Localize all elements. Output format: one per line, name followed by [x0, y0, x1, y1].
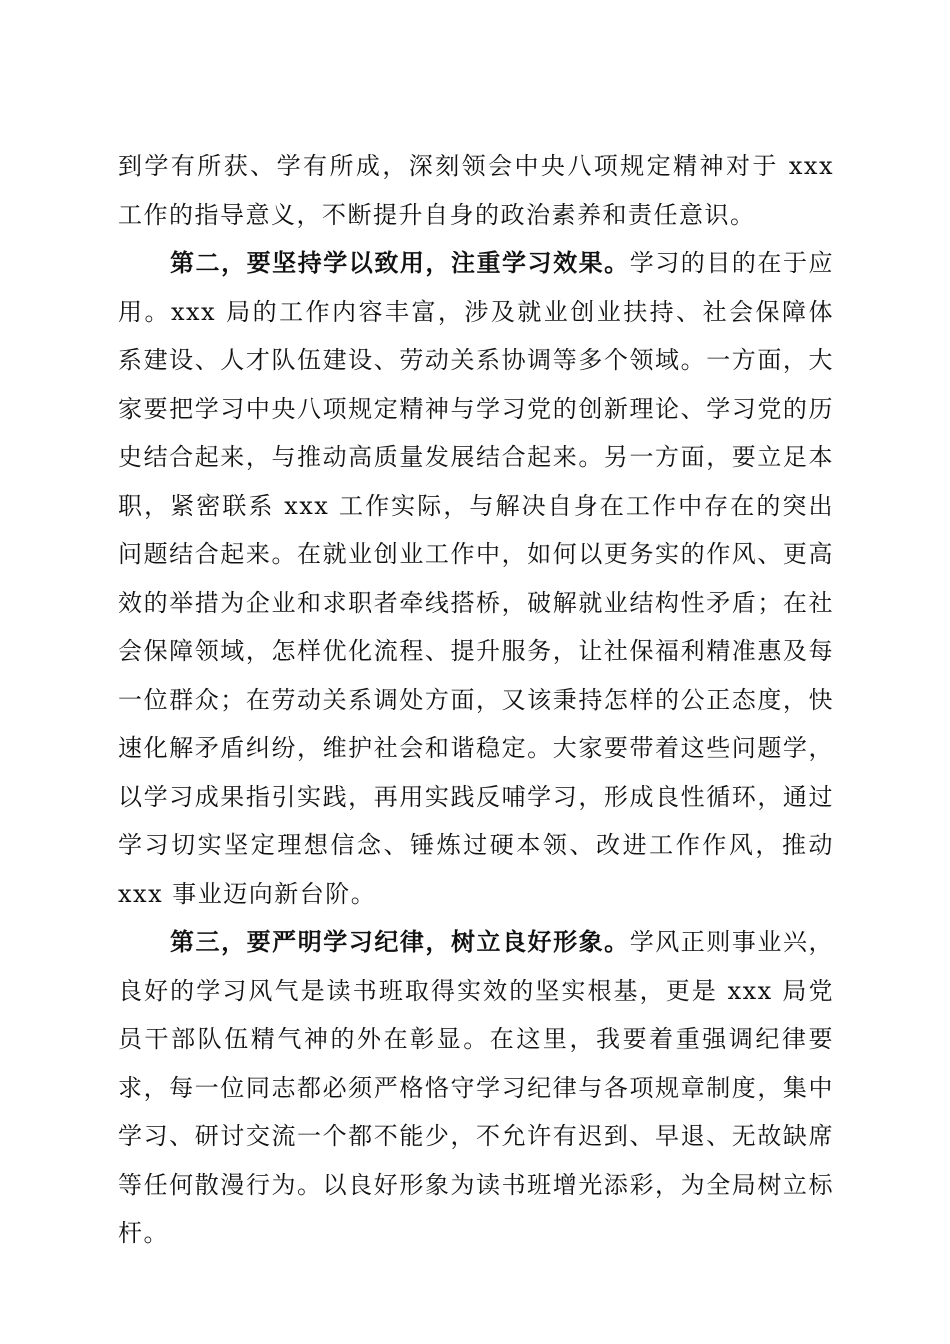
paragraph-body: 到学有所获、学有所成，深刻领会中央八项规定精神对于 xxx 工作的指导意义，不断提升自身的政治素养和责任意识。 — [118, 152, 834, 229]
paragraph-heading: 第二，要坚持学以致用，注重学习效果。 — [170, 248, 630, 277]
paragraph-heading: 第三，要严明学习纪律，树立良好形象。 — [170, 927, 630, 956]
document-body — [118, 142, 834, 1258]
paragraph-second-point — [118, 239, 834, 918]
paragraph-body: 学风正则事业兴，良好的学习风气是读书班取得实效的坚实根基，更是 xxx 局党员干部队伍精气神的外在彰显。在这里，我要着重强调纪律要求，每一位同志都必须严格恪守学习纪律与各项规章制度，集中学习、研讨交流一个都不能少，不允许有迟到、早退、无故缺席等任何散漫行为。以良好形象为读书班增光添彩，为全局树立标杆。 — [118, 928, 834, 1247]
paragraph-body: 学习的目的在于应用。xxx 局的工作内容丰富，涉及就业创业扶持、社会保障体系建设、人才队伍建设、劳动关系协调等多个领域。一方面，大家要把学习中央八项规定精神与学习党的创新理论、学习党的历史结合起来，与推动高质量发展结合起来。另一方面，要立足本职，紧密联系 xxx 工作实际，与解决自身在工作中存在的突出问题结合起来。在就业创业工作中，如何以更务实的作风、更高效的举措为企业和求职者牵线搭桥，破解就业结构性矛盾；在社会保障领域，怎样优化流程、提升服务，让社保福利精准惠及每一位群众；在劳动关系调处方面，又该秉持怎样的公正态度，快速化解矛盾纠纷，维护社会和谐稳定。大家要带着这些问题学，以学习成果指引实践，再用实践反哺学习，形成良性循环，通过学习切实坚定理想信念、锤炼过硬本领、改进工作作风，推动 xxx 事业迈向新台阶。 — [118, 249, 834, 908]
paragraph-third-point — [118, 918, 834, 1258]
paragraph-continuation — [118, 142, 834, 239]
